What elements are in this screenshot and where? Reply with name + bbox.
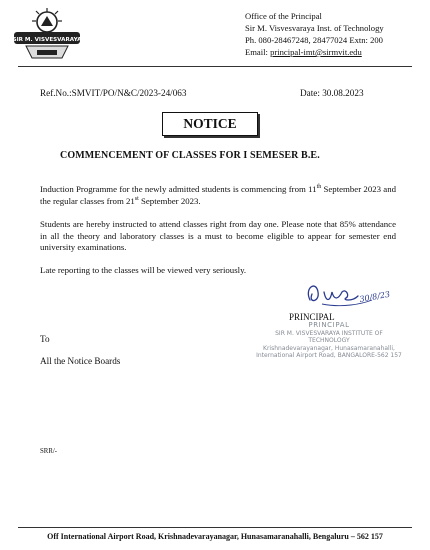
superscript: th — [316, 184, 322, 191]
email-line — [245, 46, 425, 58]
email-link[interactable]: principal-imt@sirmvit.edu — [270, 47, 362, 57]
paragraph-late-reporting: Late reporting to the classes will be viewed very seriously. — [40, 265, 247, 275]
to-label: To — [40, 334, 50, 344]
stamp-line: SIR M. VISVESVARAYA INSTITUTE OF TECHNOLOGY — [275, 329, 383, 345]
header-rule — [18, 66, 412, 67]
signature-date: 30/8/23 — [358, 289, 391, 304]
notice-heading: COMMENCEMENT OF CLASSES FOR I SEMESER B.E. — [60, 150, 320, 161]
institute-stamp — [254, 322, 404, 360]
stamp-line: International Airport Road, BANGALORE-562 157 — [256, 352, 402, 360]
superscript: st — [134, 195, 139, 202]
footer-address: Off International Airport Road, Krishnadevarayanagar, Hunasamaranahalli, Bengaluru – 562 157 — [47, 532, 383, 541]
footer-rule — [18, 527, 412, 528]
notice-date: Date: 30.08.2023 — [300, 88, 364, 98]
office-line: Office of the Principal — [245, 11, 322, 21]
recipients: All the Notice Boards — [40, 356, 121, 366]
paragraph-attendance: Students are hereby instructed to attend classes right from day one. Please note that 85% attendance in all the theory and laboratory classes is a must to become eligible to appear for semester end university examinations. — [40, 219, 396, 252]
paragraph-text: September 2023. — [138, 195, 201, 206]
office-line: Sir M. Visvesvaraya Inst. of Technology — [245, 23, 384, 33]
principal-label: PRINCIPAL — [289, 312, 335, 322]
paragraph-text: Induction Programme for the newly admitted students is commencing from 11 — [40, 184, 317, 194]
stamp-line: Krishnadevarayanagar, Hunasamaranahalli, — [263, 344, 395, 352]
paragraph-induction — [40, 184, 396, 207]
office-info — [245, 10, 425, 58]
stamp-title: PRINCIPAL — [308, 321, 350, 329]
principal-signature — [302, 278, 394, 316]
email-label: Email: — [245, 47, 268, 57]
office-line: Ph. 080-28467248, 28477024 Extn: 200 — [245, 35, 383, 45]
paragraph-text: September 2023 and the regular classes from 21 — [40, 184, 396, 206]
reference-number: Ref.No.:SMVIT/PO/N&C/2023-24/063 — [40, 88, 187, 98]
institute-logo — [12, 8, 82, 64]
logo-text: SIR M. VISVESVARAYA — [12, 37, 82, 43]
initials: SRR/- — [40, 448, 57, 455]
notice-title: NOTICE — [162, 112, 258, 136]
